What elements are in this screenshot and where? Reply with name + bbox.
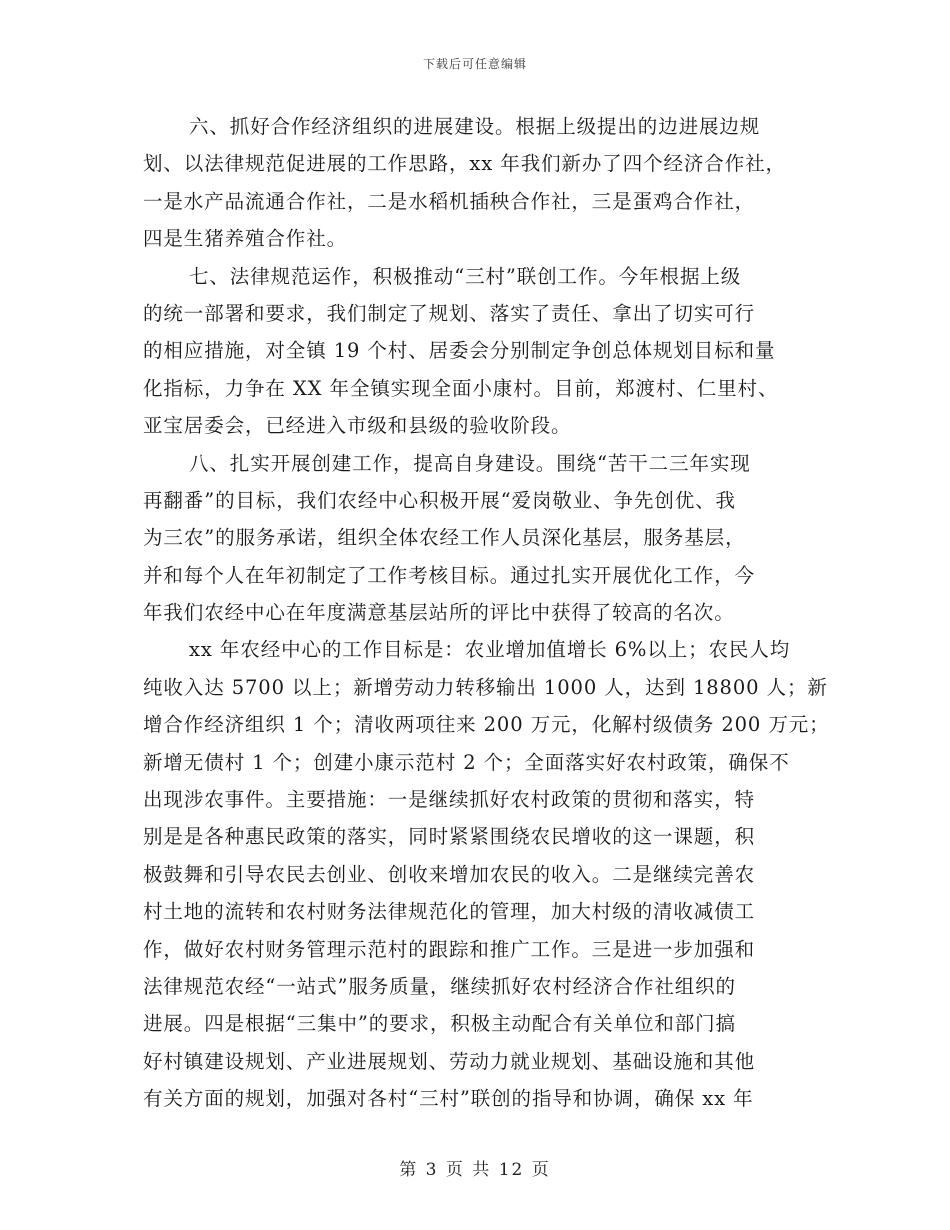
paragraph-line: 作，做好农村财务管理示范村的跟踪和推广工作。三是进一步加强和 <box>143 937 756 961</box>
paragraph-line: 并和每个人在年初制定了工作考核目标。通过扎实开展优化工作，今 <box>143 563 756 587</box>
paragraph-line: 进展。四是根据“三集中”的要求，积极主动配合有关单位和部门搞 <box>143 1012 736 1036</box>
paragraph-line: 划、以法律规范促进展的工作思路，xx 年我们新办了四个经济合作社， <box>143 152 786 176</box>
paragraph-line: 别是是各种惠民政策的落实，同时紧紧围绕农民增收的这一课题，积 <box>143 825 756 849</box>
page-header: 下载后可任意编辑 <box>422 57 527 71</box>
page-number: 第 3 页 共 12 页 <box>399 1160 551 1180</box>
paragraph-line: 七、法律规范运作，积极推动“三村”联创工作。今年根据上级 <box>189 264 742 288</box>
paragraph-line: 八、扎实开展创建工作，提高自身建设。围绕“苦干二三年实现 <box>189 451 751 475</box>
paragraph-line: 亚宝居委会，已经进入市级和县级的验收阶段。 <box>143 414 572 438</box>
paragraph-line: 六、抓好合作经济组织的进展建设。根据上级提出的边进展边规 <box>189 115 761 138</box>
paragraph-line: 出现涉农事件。主要措施：一是继续抓好农村政策的贯彻和落实，特 <box>143 788 756 812</box>
paragraph-line: 化指标，力争在 XX 年全镇实现全面小康村。目前，郑渡村、仁里村、 <box>143 376 779 400</box>
paragraph-line: 村土地的流转和农村财务法律规范化的管理，加大村级的清收减债工 <box>143 900 756 924</box>
paragraph-line: 四是生猪养殖合作社。 <box>143 227 348 251</box>
paragraph-line: 的统一部署和要求，我们制定了规划、落实了责任、拿出了切实可行 <box>143 301 756 325</box>
document-body <box>143 108 830 1118</box>
paragraph-line: 的相应措施，对全镇 19 个村、居委会分别制定争创总体规划目标和量 <box>143 339 776 363</box>
paragraph-line: 有关方面的规划，加强对各村“三村”联创的指导和协调，确保 xx 年 <box>143 1087 754 1111</box>
paragraph-line: 年我们农经中心在年度满意基层站所的评比中获得了较高的名次。 <box>143 601 735 625</box>
paragraph-line: 好村镇建设规划、产业进展规划、劳动力就业规划、基础设施和其他 <box>143 1049 756 1073</box>
paragraph-line: 为三农”的服务承诺，组织全体农经工作人员深化基层，服务基层， <box>143 526 746 550</box>
paragraph-line: 增合作经济组织 1 个；清收两项往来 200 万元，化解村级债务 200 万元； <box>143 713 830 737</box>
paragraph-line: 法律规范农经“一站式”服务质量，继续抓好农村经济合作社组织的 <box>143 974 736 998</box>
paragraph-line: 一是水产品流通合作社，二是水稻机插秧合作社，三是蛋鸡合作社， <box>143 189 756 213</box>
paragraph-line: 新增无债村 1 个；创建小康示范村 2 个；全面落实好农村政策，确保不 <box>143 750 790 774</box>
paragraph-line: 极鼓舞和引导农民去创业、创收来增加农民的收入。二是继续完善农 <box>143 862 756 886</box>
paragraph-line: 纯收入达 5700 以上；新增劳动力转移输出 1000 人，达到 18800 人；新 <box>143 675 828 699</box>
paragraph-line: 再翻番”的目标，我们农经中心积极开展“爱岗敬业、争先创优、我 <box>143 488 736 512</box>
paragraph-line: xx 年农经中心的工作目标是：农业增加值增长 6%以上；农民人均 <box>189 638 791 662</box>
